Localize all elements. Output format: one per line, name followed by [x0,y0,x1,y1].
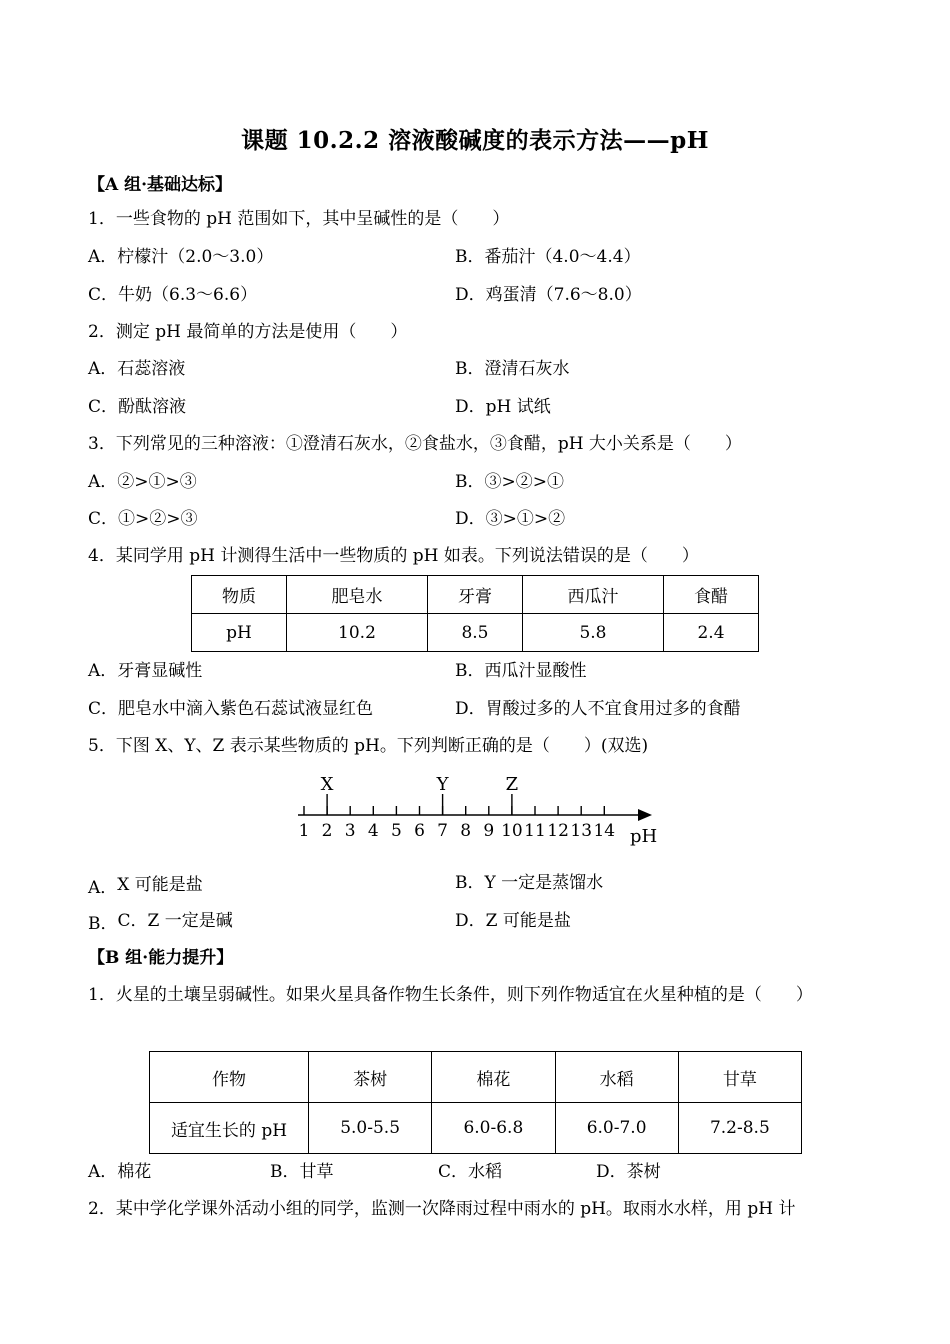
axis-tick-label: 13 [570,821,593,841]
marker-label: Z [505,774,519,795]
q5-option-a [88,874,203,896]
q2-option-b: B．澄清石灰水 [455,359,570,379]
q5-option-d: D．Z 可能是盐 [455,911,571,931]
axis-tick-label: 1 [298,821,310,841]
table-cell: 作物 [150,1052,309,1103]
q3-option-a: A．②>①>③ [88,472,197,492]
table-cell: 7.2-8.5 [678,1103,801,1154]
table-cell: 甘草 [678,1052,801,1103]
b1-stem: 1．火星的土壤呈弱碱性。如果火星具备作物生长条件，则下列作物适宜在火星种植的是（ ） [88,985,813,1005]
table-cell: 牙膏 [428,576,523,614]
table-cell: 5.8 [522,614,663,652]
marker-label: X [320,774,334,795]
b2-stem: 2．某中学化学课外活动小组的同学，监测一次降雨过程中雨水的 pH。取雨水水样，用 pH 计 [88,1199,796,1219]
axis-arrow-icon [638,809,652,821]
b1-crop-ph-table [149,1051,802,1154]
q3-stem: 3．下列常见的三种溶液：①澄清石灰水，②食盐水，③食醋，pH 大小关系是（ ） [88,434,742,454]
axis-tick-label: 2 [321,821,333,841]
q4-option-b: B．西瓜汁显酸性 [455,661,587,681]
section-b-heading: 【B 组·能力提升】 [88,948,234,968]
marker-label: Y [436,774,449,795]
table-cell: 10.2 [286,614,427,652]
q2-option-a: A．石蕊溶液 [88,359,186,379]
table-row [192,576,759,614]
table-cell: 5.0-5.5 [309,1103,432,1154]
table-row [150,1052,802,1103]
q2-option-d: D．pH 试纸 [455,397,551,417]
q1-option-a: A．柠檬汁（2.0～3.0） [88,247,274,267]
table-cell: 食醋 [664,576,759,614]
q1-option-b: B．番茄汁（4.0～4.4） [455,247,641,267]
q1-stem: 1．一些食物的 pH 范围如下，其中呈碱性的是（ ） [88,209,510,229]
q4-ph-table [191,575,759,652]
q4-option-a: A．牙膏显碱性 [88,661,203,681]
q5-option-c [88,910,233,932]
axis-tick-label: 10 [501,821,523,841]
axis-tick-label: 14 [593,821,616,841]
q1-option-d: D．鸡蛋清（7.6～8.0） [455,285,642,305]
table-cell: 棉花 [432,1052,555,1103]
table-cell: 肥皂水 [286,576,427,614]
table-cell: 2.4 [664,614,759,652]
q3-option-b: B．③>②>① [455,472,564,492]
table-cell: 水稻 [555,1052,678,1103]
axis-tick-label: 4 [367,821,379,841]
table-cell: pH [192,614,287,652]
table-cell: 茶树 [309,1052,432,1103]
q4-stem: 4．某同学用 pH 计测得生活中一些物质的 pH 如表。下列说法错误的是（ ） [88,546,699,566]
section-a-heading: 【A 组·基础达标】 [88,175,233,195]
axis-tick-label: 9 [483,821,495,841]
b1-option-a: A．棉花 [88,1162,152,1182]
q5-option-c-prefix: B． [88,914,118,934]
table-row [150,1103,802,1154]
table-cell: 适宜生长的 pH [150,1103,309,1154]
table-cell: 6.0-6.8 [432,1103,555,1154]
tick-group [299,806,616,841]
q3-option-d: D．③>①>② [455,509,566,529]
b1-option-b: B．甘草 [270,1162,334,1182]
q4-option-c: C．肥皂水中滴入紫色石蕊试液显红色 [88,699,374,719]
table-row [192,614,759,652]
q1-option-c: C．牛奶（6.3～6.6） [88,285,258,305]
q2-stem: 2．测定 pH 最简单的方法是使用（ ） [88,322,408,342]
b1-option-c: C．水稻 [438,1162,503,1182]
q5-option-a-prefix: A． [88,878,118,898]
q5-option-c-text: C．Z 一定是碱 [117,911,233,931]
axis-tick-label: 11 [524,821,546,841]
q4-option-d: D．胃酸过多的人不宜食用过多的食醋 [455,699,741,719]
q2-option-c: C．酚酞溶液 [88,397,187,417]
axis-tick-label: 5 [390,821,402,841]
axis-tick-label: 3 [344,821,356,841]
q3-option-c: C．①>②>③ [88,509,198,529]
table-cell: 西瓜汁 [522,576,663,614]
b1-option-d: D．茶树 [596,1162,661,1182]
axis-tick-label: 7 [437,821,449,841]
axis-tick-label: 8 [460,821,472,841]
axis-tick-label: 6 [414,821,425,841]
q5-option-a-text: X 可能是盐 [117,875,203,895]
table-cell: 物质 [192,576,287,614]
page-title: 课题 10.2.2 溶液酸碱度的表示方法——pH [241,127,709,154]
ph-number-line [290,770,660,850]
table-cell: 6.0-7.0 [555,1103,678,1154]
table-cell: 8.5 [428,614,523,652]
q5-stem: 5．下图 X、Y、Z 表示某些物质的 pH。下列判断正确的是（ ）(双选) [88,736,649,756]
q5-option-b: B．Y 一定是蒸馏水 [455,873,604,893]
axis-unit-label: pH [630,826,658,847]
axis-tick-label: 12 [547,821,569,841]
